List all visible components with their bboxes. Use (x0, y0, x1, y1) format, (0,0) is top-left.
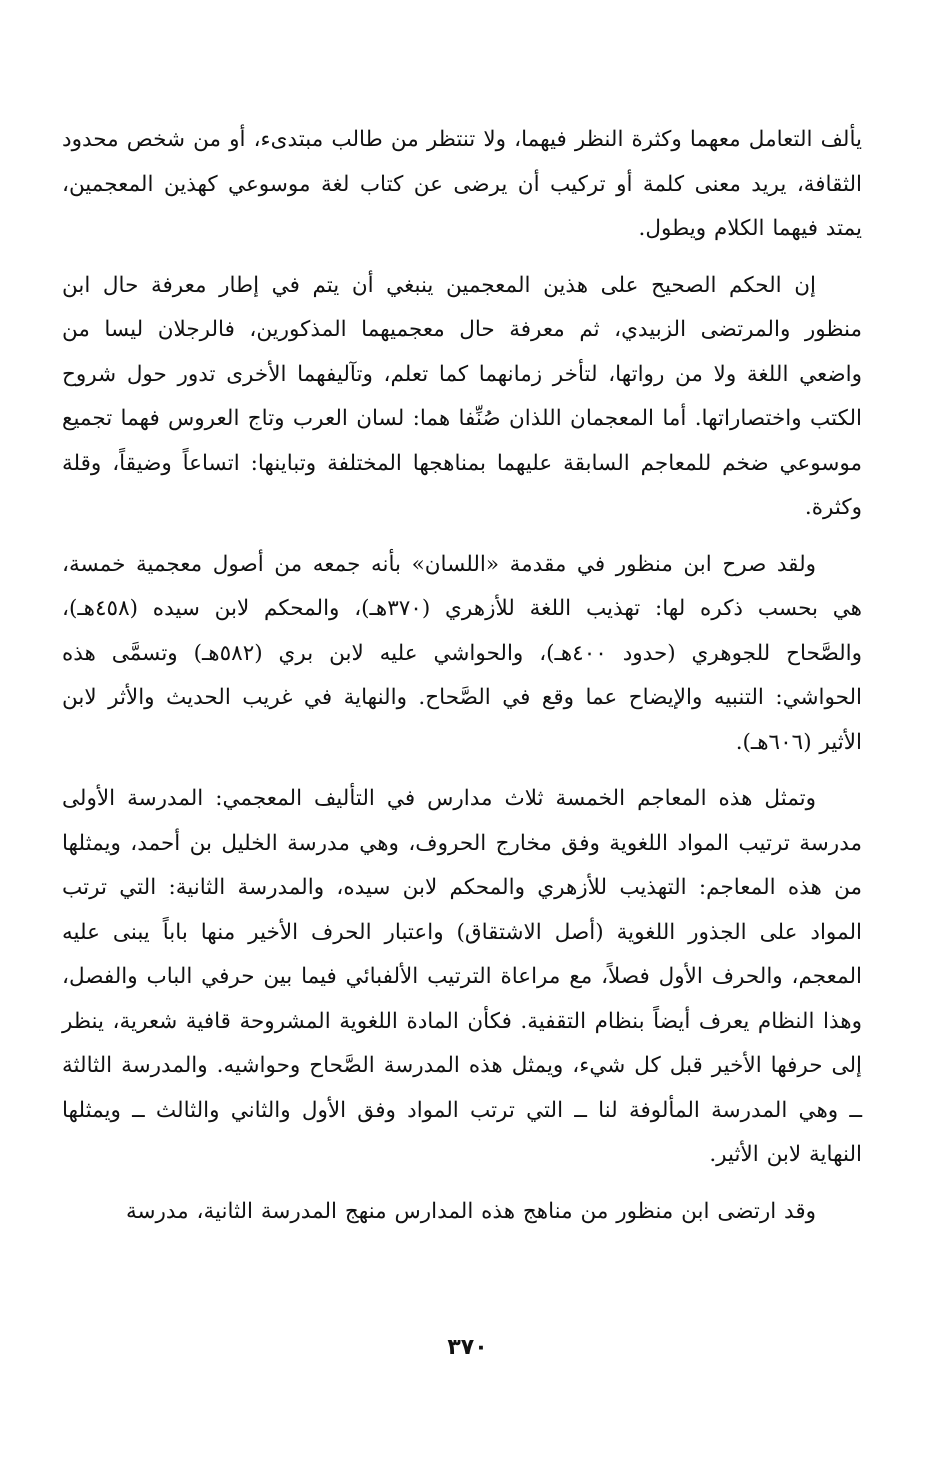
page-body (62, 118, 862, 1246)
paragraph-method: وقد ارتضى ابن منظور من مناهج هذه المدارس منهج المدرسة الثانية، مدرسة (125, 1198, 816, 1224)
paragraph-continuation: يألف التعامل معهما وكثرة النظر فيهما، ولا تنتظر من طالب مبتدىء، أو من شخص محدود الثقافة، يريد معنى كلمة أو تركيب أن يرضى عن كتاب لغة موسوعي كهذين المعجمين، يمتد فيهما الكلام ويطول. (62, 127, 862, 241)
paragraph-schools: وتمثل هذه المعاجم الخمسة ثلاث مدارس في التأليف المعجمي: المدرسة الأولى مدرسة ترتيب المواد اللغوية وفق مخارج الحروف، وهي مدرسة الخليل بن أحمد، ويمثلها من هذه المعاجم: التهذيب للأزهري والمحكم لابن سيده، والمدرسة الثانية: التي ترتب المواد على الجذور اللغوية (أصل الاشتقاق) واعتبار الحرف الأخير منها باباً يبنى عليه المعجم، والحرف الأول فصلاً، مع مراعاة الترتيب الألفبائي فيما بين حرفي الباب والفصل، وهذا النظام يعرف أيضاً بنظام التقفية. فكأن المادة اللغوية المشروحة قافية شعرية، ينظر إلى حرفها الأخير قبل كل شيء، ويمثل هذه المدرسة الصَّحاح وحواشيه. والمدرسة الثالثة ــ وهي المدرسة المألوفة لنا ــ التي ترتب المواد وفق الأول والثاني والثالث ــ ويمثلها النهاية لابن الأثير. (62, 786, 862, 1167)
paragraph-judgment: إن الحكم الصحيح على هذين المعجمين ينبغي أن يتم في إطار معرفة حال ابن منظور والمرتضى الزبيدي، ثم معرفة حال معجميهما المذكورين، فالرجلان ليسا من واضعي اللغة ولا من رواتها، لتأخر زمانهما كما تعلم، وتآليفهما الأخرى تدور حول شروح الكتب واختصاراتها. أما المعجمان اللذان صُنِّفا هما: لسان العرب وتاج العروس فهما تجميع موسوعي ضخم للمعاجم السابقة عليهما بمناهجها المختلفة وتباينها: اتساعاً وضيقاً، وقلة وكثرة. (62, 272, 862, 520)
paragraph-sources: ولقد صرح ابن منظور في مقدمة «اللسان» بأنه جمعه من أصول معجمية خمسة، هي بحسب ذكره لها: تهذيب اللغة للأزهري (٣٧٠هـ)، والمحكم لابن سيده (٤٥٨هـ)، والصَّحاح للجوهري (حدود ٤٠٠هـ)، والحواشي عليه لابن بري (٥٨٢هـ) وتسمَّى هذه الحواشي: التنبيه والإيضاح عما وقع في الصَّحاح. والنهاية في غريب الحديث والأثر لابن الأثير (٦٠٦هـ). (62, 551, 862, 755)
page-number: ٣٧٠ (447, 1335, 488, 1360)
